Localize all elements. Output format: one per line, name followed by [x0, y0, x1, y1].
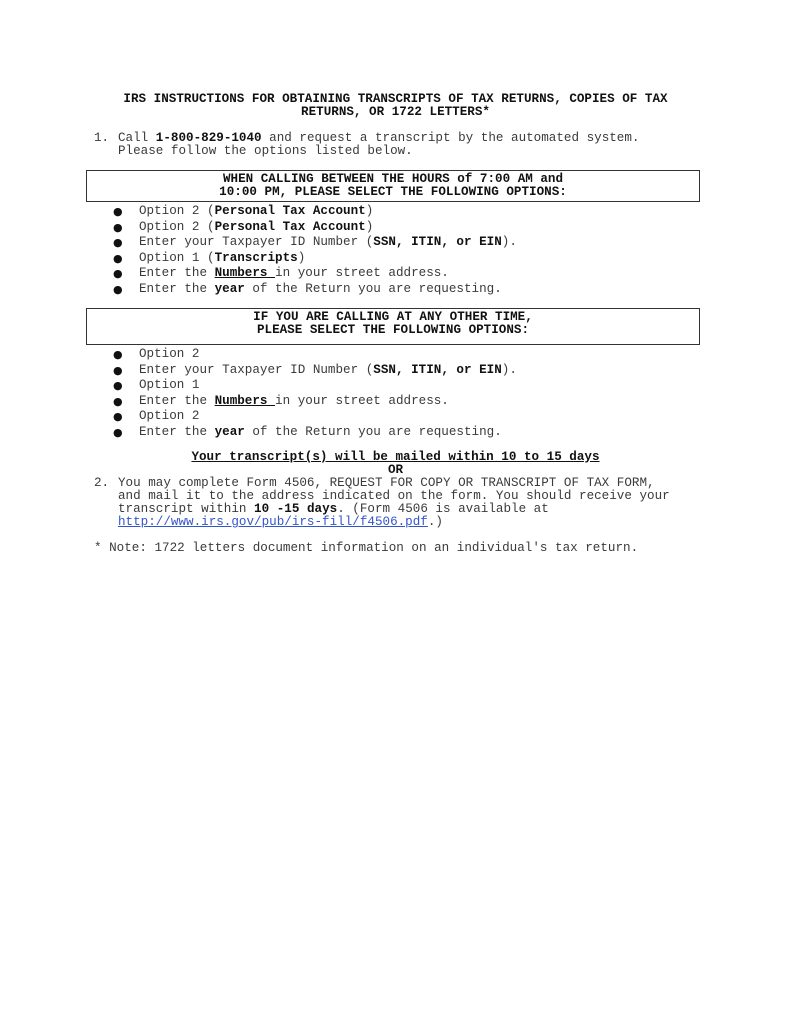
- option-text-suffix: ).: [501, 235, 517, 250]
- bullet-icon: ●: [113, 267, 123, 281]
- option-item: [0, 363, 517, 379]
- phone-number: 1-800-829-1040: [155, 131, 262, 145]
- box-2-line-1: IF YOU ARE CALLING AT ANY OTHER TIME,: [253, 310, 533, 324]
- option-item: [0, 378, 517, 394]
- bullet-icon: ●: [113, 251, 123, 265]
- step-2-form-text: . (Form 4506 is available at: [337, 502, 549, 516]
- step-2-line-4: [118, 516, 708, 529]
- footnote: * Note: 1722 letters document information on an individual's tax return.: [94, 541, 639, 555]
- option-item: [0, 204, 517, 220]
- option-text-suffix: of the Return you are requesting.: [244, 281, 502, 296]
- bullet-icon: ●: [113, 379, 123, 393]
- options-box-daytime: [86, 170, 700, 202]
- title-line-2: RETURNS, OR 1722 LETTERS*: [301, 105, 490, 119]
- option-item: [0, 347, 517, 363]
- bullet-icon: ●: [113, 236, 123, 250]
- bullet-icon: ●: [113, 348, 123, 361]
- option-text-suffix: of the Return you are requesting.: [244, 424, 502, 439]
- option-text: Option 2 (: [139, 219, 215, 234]
- option-item: [0, 220, 517, 236]
- bullet-icon: ●: [113, 394, 123, 408]
- page-title: [90, 93, 701, 119]
- option-text-suffix: in your street address.: [275, 266, 449, 281]
- option-text-suffix: ): [297, 250, 306, 265]
- step-1-request-text: and request a transcript by the automated system.: [261, 131, 640, 145]
- options-list-other-time: [0, 347, 517, 441]
- step-2-number: 2.: [94, 476, 110, 490]
- step-1-body: [118, 132, 708, 158]
- option-text: Enter the: [139, 424, 215, 439]
- options-box-other-time: [86, 308, 700, 345]
- mailed-notice: [90, 451, 701, 477]
- step-1-line-2: Please follow the options listed below.: [118, 144, 413, 158]
- box-1-line-2: 10:00 PM, PLEASE SELECT THE FOLLOWING OPTIONS:: [219, 185, 567, 199]
- bullet-icon: ●: [113, 363, 123, 377]
- step-2-close-paren: .): [427, 515, 443, 529]
- option-item: [0, 251, 517, 267]
- days-range: 10 -15 days: [254, 502, 338, 516]
- option-text: Option 1: [139, 378, 200, 393]
- option-emphasis: SSN, ITIN, or EIN: [373, 362, 502, 377]
- step-2-line-2: and mail it to the address indicated on the form. You should receive your: [118, 489, 670, 503]
- option-emphasis: Numbers: [214, 393, 276, 408]
- bullet-icon: ●: [113, 425, 123, 439]
- option-text: Option 2 (: [139, 204, 215, 218]
- box-1-line-1: WHEN CALLING BETWEEN THE HOURS of 7:00 AM and: [222, 172, 564, 186]
- option-text: Option 2: [139, 347, 200, 361]
- option-item: [0, 409, 517, 425]
- bullet-icon: ●: [113, 410, 123, 424]
- option-text: Option 1 (: [139, 250, 215, 265]
- option-text-suffix: in your street address.: [275, 393, 449, 408]
- option-emphasis: Numbers: [214, 266, 276, 281]
- option-text-suffix: ): [365, 219, 374, 234]
- option-text-suffix: ).: [501, 362, 517, 377]
- option-text: Option 2: [139, 409, 200, 424]
- option-emphasis: year: [214, 281, 245, 296]
- option-text: Enter your Taxpayer ID Number (: [139, 362, 374, 377]
- option-text: Enter the: [139, 281, 215, 296]
- form-4506-link[interactable]: http://www.irs.gov/pub/irs-fill/f4506.pdf: [118, 515, 428, 529]
- options-list-daytime: [0, 204, 517, 298]
- option-emphasis: SSN, ITIN, or EIN: [373, 235, 502, 250]
- mailed-line: Your transcript(s) will be mailed within 10 to 15 days: [191, 450, 600, 464]
- step-2-line-1: You may complete Form 4506, REQUEST FOR COPY OR TRANSCRIPT OF TAX FORM,: [118, 476, 655, 490]
- step-2-body: [118, 477, 708, 529]
- option-emphasis: Transcripts: [214, 250, 298, 265]
- step-1-number: 1.: [94, 131, 110, 145]
- option-item: [0, 425, 517, 441]
- option-text: Enter your Taxpayer ID Number (: [139, 235, 374, 250]
- step-1-call-text: Call: [118, 131, 156, 145]
- option-item: [0, 282, 517, 298]
- bullet-icon: ●: [113, 282, 123, 296]
- option-item: [0, 266, 517, 282]
- option-emphasis: year: [214, 424, 245, 439]
- bullet-icon: ●: [113, 205, 123, 218]
- or-separator: OR: [387, 463, 404, 477]
- title-line-1: IRS INSTRUCTIONS FOR OBTAINING TRANSCRIPTS OF TAX RETURNS, COPIES OF TAX: [123, 92, 668, 106]
- option-item: [0, 394, 517, 410]
- option-emphasis: Personal Tax Account: [214, 204, 366, 218]
- option-text-suffix: ): [365, 204, 374, 218]
- option-item: [0, 235, 517, 251]
- option-emphasis: Personal Tax Account: [214, 219, 366, 234]
- box-2-line-2: PLEASE SELECT THE FOLLOWING OPTIONS:: [256, 323, 530, 337]
- step-2-transcript-text: transcript within: [118, 502, 255, 516]
- bullet-icon: ●: [113, 220, 123, 234]
- option-text: Enter the: [139, 393, 215, 408]
- option-text: Enter the: [139, 266, 215, 281]
